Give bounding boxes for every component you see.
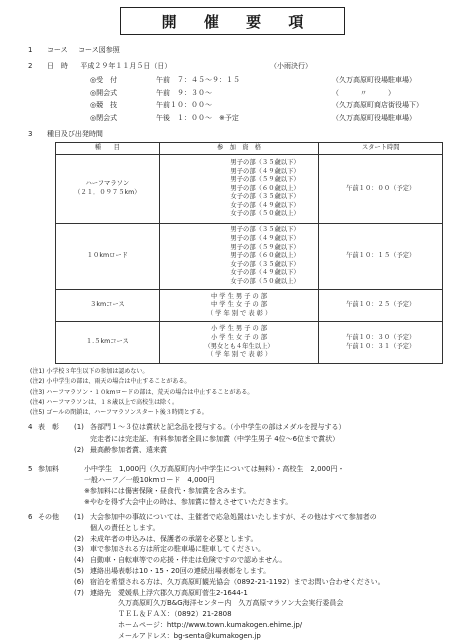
- event-name: [56, 322, 160, 364]
- course-value: コース図参照: [78, 46, 120, 54]
- section-other: [28, 512, 385, 640]
- awards-item: [28, 445, 346, 457]
- item-text: [90, 422, 346, 445]
- item-line: 大会参加中の事故については、主催者で応急処置はいたしますが、その他はすべて参加者の: [90, 513, 377, 521]
- event-name-line: ３kmコース: [90, 301, 125, 309]
- event-name-line: １.５kmコース: [85, 338, 129, 346]
- fee-block: [28, 464, 344, 508]
- division: 女子の部（３５歳以下）: [230, 193, 300, 201]
- item-text: [90, 512, 377, 534]
- start-time: 午前１０：１５（予定）: [319, 224, 443, 290]
- schedule-item: [90, 112, 423, 125]
- rain-note: （小雨決行）: [270, 62, 312, 70]
- contact-email-link[interactable]: メールアドレス：bg-senta@kumakogen.jp: [118, 631, 261, 640]
- item-marker: (1): [74, 513, 84, 521]
- table-note: (注5) ゴールの閉鎖は、ハーフマラソンスタート後３時間とする。: [30, 409, 208, 417]
- section-label: コース: [46, 46, 68, 54]
- item-marker: (4): [74, 556, 84, 565]
- item-line: 連絡出場表彰は10・15・20回の連続出場表彰をします。: [90, 566, 271, 575]
- table-note: (注4) ハーフマラソンは、１８歳以上で高校生は除く。: [30, 398, 178, 406]
- contact-homepage-link[interactable]: ホームページ：http://www.town.kumakogen.ehime.jp/: [118, 620, 303, 629]
- division: 中 学 生 男 子 の 部: [211, 292, 268, 300]
- item-marker: (1): [74, 423, 84, 431]
- item-marker: (7): [74, 588, 84, 597]
- table-row: [56, 155, 443, 224]
- event-divisions: [159, 224, 319, 290]
- event-name-line: ハーフマラソン: [85, 180, 130, 188]
- fee-line: 小中学生 1,000円（久万高原町内小中学生については無料）・高校生 2,000円・: [84, 465, 345, 473]
- table-note: (注1) 小学校３年生以下の参加は認めない。: [30, 368, 149, 375]
- table-row: [56, 224, 443, 290]
- division: 男子の部（３５歳以下）: [230, 158, 300, 166]
- section-number: 3: [28, 130, 33, 138]
- section-label: その他: [38, 513, 59, 521]
- division: 男子の部（３５歳以下）: [230, 226, 300, 234]
- page-title: 開 催 要 項: [161, 12, 315, 31]
- division: 男子の部（４９歳以下）: [230, 235, 300, 243]
- schedule-name: ◎開会式: [90, 88, 118, 97]
- section-awards: [28, 422, 346, 457]
- table-row: [56, 290, 443, 322]
- contact-organizer: 久万高原町久万B&G海洋センター内 久万高原マラソン大会実行委員会: [118, 599, 344, 608]
- division: 小 学 生 男 子 の 部: [211, 325, 268, 333]
- event-name: [56, 290, 160, 322]
- division: 女子の部（４９歳以下）: [230, 269, 300, 277]
- item-line: 自動車・自転車等での応援・伴走は危険ですので認めません。: [90, 556, 287, 565]
- section-label: 参加料: [38, 465, 59, 473]
- section-number: 5: [28, 465, 33, 473]
- division: 女子の部（５０歳以上）: [230, 210, 300, 218]
- section-number: 6: [28, 513, 33, 521]
- schedule-time: 午後 １：００～ ※予定: [156, 113, 239, 122]
- schedule-time: 午前 ９：３０～: [156, 88, 212, 97]
- schedule-item: [90, 99, 423, 112]
- event-date: 平成２９年１１月５日（日）: [80, 62, 172, 70]
- other-item: [28, 566, 385, 577]
- event-divisions: [159, 155, 319, 224]
- other-item: [28, 577, 385, 588]
- section-label: 日 時: [46, 62, 68, 70]
- division: （ 学 年 別 で 表 彰 ）: [206, 309, 272, 317]
- other-item: [28, 555, 385, 566]
- section-number: 1: [28, 46, 33, 54]
- contact-address: 連絡先 愛媛県上浮穴郡久万高原町菅生2-1644-1: [90, 588, 248, 597]
- contact-item: [28, 588, 385, 640]
- start-time-line: 午前１０：３１（予定）: [346, 342, 416, 350]
- schedule-place: （久万高原町役場駐車場）: [332, 76, 416, 84]
- schedule-place: （ 〃 ）: [332, 88, 395, 97]
- schedule-place: （久万高原町商店街役場下）: [332, 101, 423, 109]
- start-time: 午前１０：２５（予定）: [319, 290, 443, 322]
- division: 男子の部（６０歳以上）: [230, 184, 300, 192]
- other-item: [28, 512, 385, 534]
- start-time-line: 午前１０：３０（予定）: [346, 333, 416, 341]
- event-name-line: （２１．０９７５km）: [74, 189, 141, 196]
- header-event: 種 目: [56, 143, 160, 155]
- division: 女子の部（４９歳以下）: [230, 201, 300, 209]
- title-box: [120, 7, 345, 35]
- section-number: 4: [28, 423, 33, 431]
- event-name: [56, 155, 160, 224]
- division: 中 学 生 女 子 の 部: [211, 301, 268, 309]
- item-line: 完走者には完走証、有料参加者全員に参加賞（中学生男子 4位～6位まで賞状）: [90, 434, 340, 443]
- division: 男子の部（５９歳以下）: [230, 176, 300, 184]
- event-divisions: [159, 322, 319, 364]
- table-note: (注2) 小中学生の部は、雨天の場合は中止することがある。: [30, 378, 191, 386]
- item-line: 車で参加される方は所定の駐車場に駐車してください。: [90, 545, 265, 554]
- schedule-place: （久万高原町役場駐車場）: [332, 113, 416, 122]
- table-notes: [30, 367, 253, 418]
- division: 男子の部（６０歳以上）: [230, 252, 300, 260]
- division: 女子の部（３５歳以下）: [230, 260, 300, 268]
- division: 女子の部（５０歳以上）: [230, 277, 300, 285]
- section-label: 表 彰: [38, 423, 59, 431]
- table-header-row: [56, 143, 443, 155]
- schedule-time: 午前１０：００～: [156, 101, 212, 109]
- start-time: [319, 322, 443, 364]
- item-line: 各部門１～３位は賞状と記念品を授与する。（小中学生の部はメダルを授与する）: [90, 423, 346, 431]
- section-course: [28, 46, 120, 55]
- schedule-list: [90, 74, 423, 124]
- division: 男子の部（５９歳以下）: [230, 243, 300, 251]
- section-events-heading: [28, 130, 103, 139]
- item-line: 未成年者の申込みは、保護者の承諾を必要とします。: [90, 534, 258, 543]
- section-datetime: [28, 62, 438, 71]
- event-divisions: [159, 290, 319, 322]
- fee-line: ※やむを得ず大会中止の時は、参加賞に替えさせていただきます。: [84, 498, 293, 506]
- header-start-time: スタート時間: [319, 143, 443, 155]
- division: 小 学 生 女 子 の 部: [211, 333, 268, 341]
- item-line: 個人の責任とします。: [90, 523, 160, 532]
- schedule-name: ◎競 技: [90, 101, 118, 109]
- start-time: 午前１０：００（予定）: [319, 155, 443, 224]
- table-row: [56, 322, 443, 364]
- schedule-name: ◎閉会式: [90, 113, 118, 122]
- other-item: [28, 534, 385, 545]
- contact-text: [90, 588, 343, 640]
- schedule-name: ◎受 付: [90, 76, 118, 84]
- section-number: 2: [28, 62, 33, 70]
- item-line: 宿泊を希望される方は、久万高原町観光協会（0892-21-1192）までお問い合わせください。: [90, 577, 385, 586]
- division: （ 学 年 別 で 表 彰 ）: [206, 351, 272, 359]
- event-name: [56, 224, 160, 290]
- section-fee: [28, 464, 344, 508]
- fee-line: ※参加料には傷害保険・昼食代・参加賞を含みます。: [84, 487, 251, 495]
- events-table: [55, 142, 443, 364]
- fee-text: [84, 464, 344, 508]
- item-marker: (2): [74, 534, 84, 543]
- fee-line: 一般ハーフ／一般10kmロード 4,000円: [84, 476, 215, 484]
- section-label: 種目及び出発時間: [46, 130, 103, 138]
- schedule-time: 午前 ７：４５～９：１５: [156, 76, 240, 84]
- event-name-line: １０kmロード: [86, 252, 128, 260]
- item-marker: (6): [74, 577, 84, 586]
- schedule-item: [90, 87, 423, 100]
- header-eligibility: 参 加 資 格: [159, 143, 319, 155]
- item-marker: (5): [74, 566, 84, 575]
- item-marker: (3): [74, 545, 84, 554]
- item-marker: (2): [74, 446, 84, 454]
- awards-item: [28, 422, 346, 445]
- contact-tel-fax: ＴＥＬ＆ＦＡＸ：（0892）21-2808: [118, 610, 232, 619]
- item-line: 最高齢参加者賞、遠来賞: [90, 446, 167, 454]
- table-note: (注3) ハーフマラソン・１０kmロードの部は、荒天の場合は中止することがある。: [30, 388, 254, 396]
- division: 男子の部（４９歳以下）: [230, 167, 300, 175]
- other-item: [28, 544, 385, 555]
- division: （男女とも４年生以上）: [204, 342, 274, 350]
- schedule-item: [90, 74, 423, 87]
